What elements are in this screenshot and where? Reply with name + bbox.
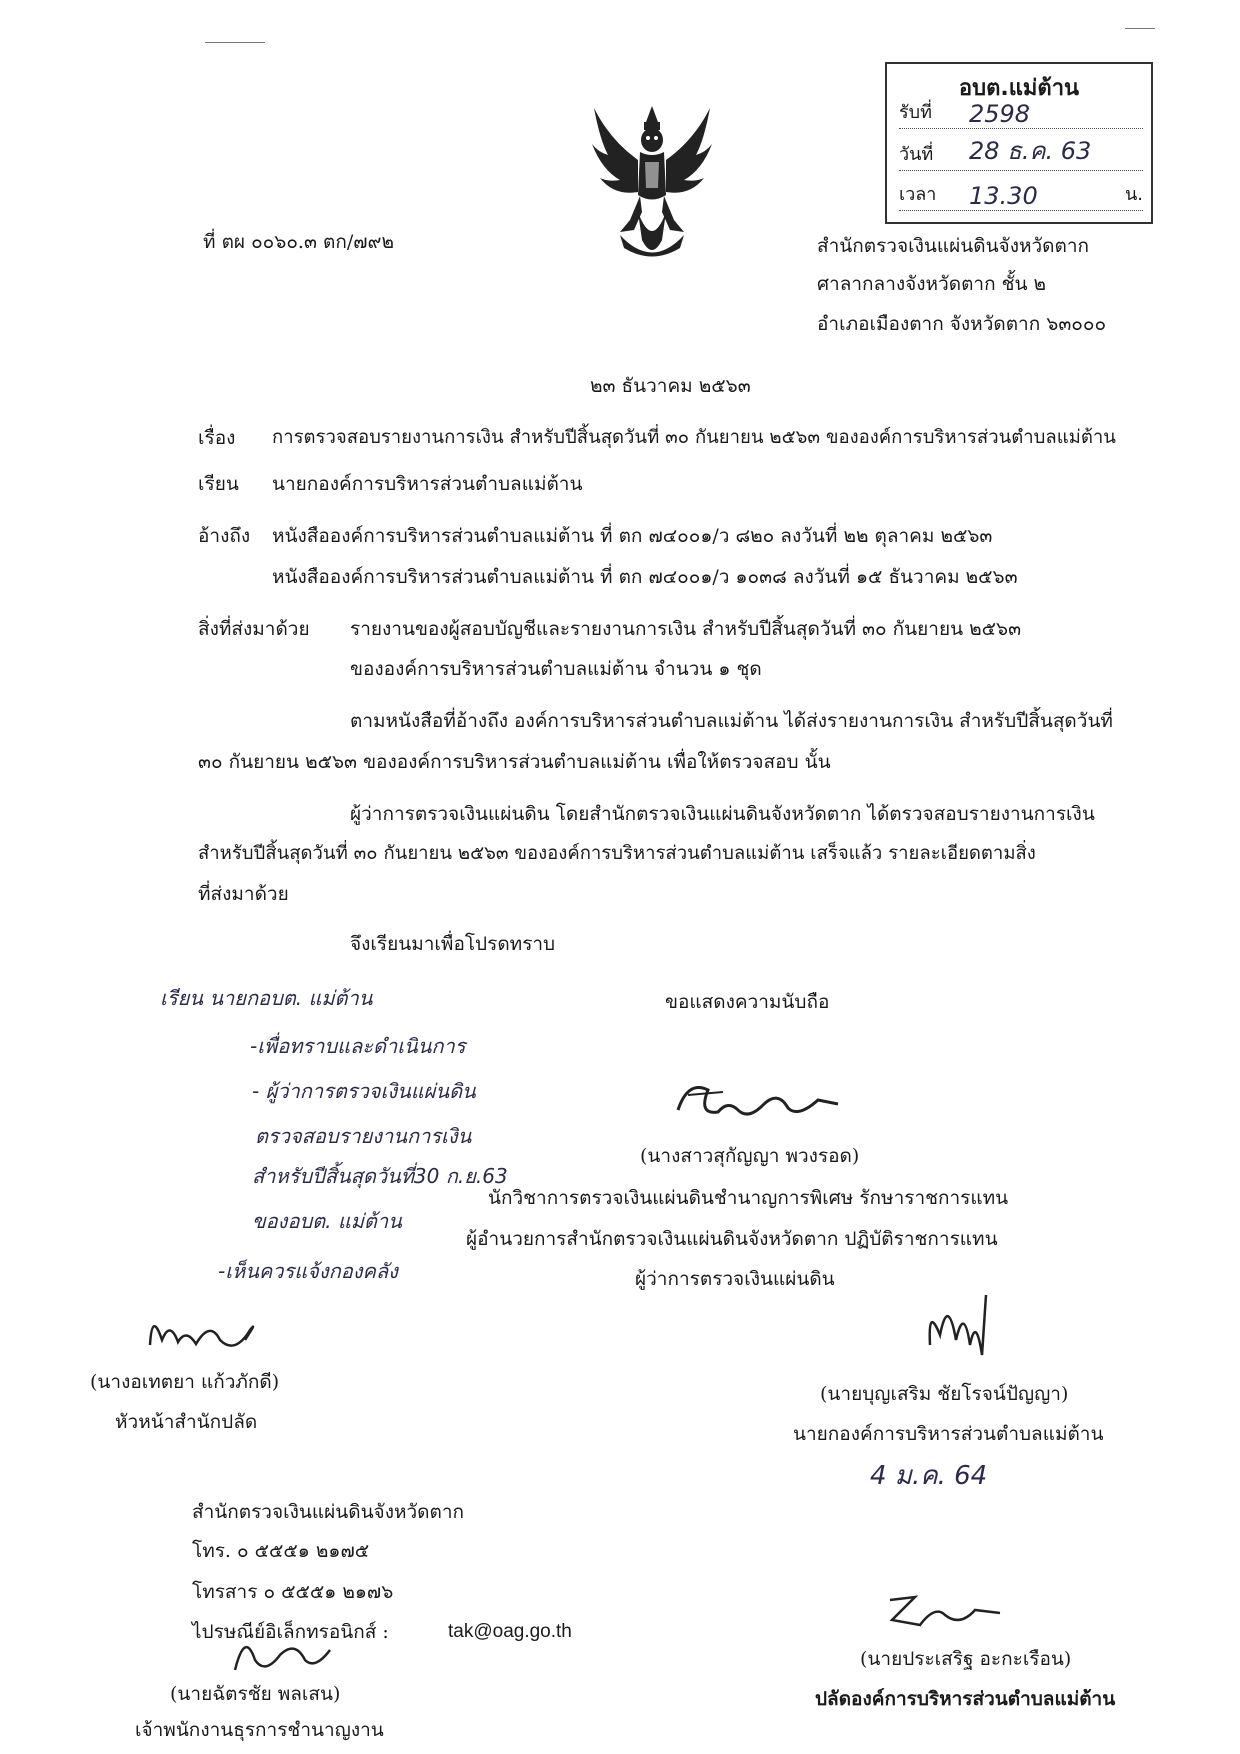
clerk-head-title: หัวหน้าสำนักปลัด: [115, 1411, 258, 1433]
enclosure-line1: รายงานของผู้สอบบัญชีและรายงานการเงิน สำหรับปีสิ้นสุดวันที่ ๓๐ กันยายน ๒๕๖๓: [350, 618, 1022, 640]
handwritten-note-line2: -เพื่อทราบและดำเนินการ: [250, 1034, 466, 1058]
deputy-title: ปลัดองค์การบริหารส่วนตำบลแม่ต้าน: [815, 1688, 1116, 1710]
office-address-line2: ศาลากลางจังหวัดตาก ชั้น ๒: [817, 273, 1047, 295]
body-paragraph2-line1: ผู้ว่าการตรวจเงินแผ่นดิน โดยสำนักตรวจเงินแผ่นดินจังหวัดตาก ได้ตรวจสอบรายงานการเงิน: [350, 803, 1095, 825]
clerk-head-signature-icon: [140, 1300, 270, 1360]
document-date: ๒๓ ธันวาคม ๒๕๖๓: [590, 375, 751, 397]
receipt-stamp: [885, 62, 1153, 224]
document-number: ที่ ตผ ๐๐๖๐.๓ ตก/๗๙๒: [203, 231, 394, 253]
stamp-received-no: 2598: [969, 100, 1031, 128]
stamp-date-row: [899, 136, 1143, 171]
stamp-received-row: [899, 94, 1143, 129]
handwritten-note-line4: ตรวจสอบรายงานการเงิน: [255, 1124, 472, 1148]
signer-name: (นางสาวสุกัญญา พวงรอด): [640, 1145, 860, 1167]
contact-office: สำนักตรวจเงินแผ่นดินจังหวัดตาก: [192, 1501, 465, 1523]
mayor-sign-date: 4 ม.ค. 64: [870, 1461, 988, 1491]
handwritten-note-line1: เรียน นายกอบต. แม่ต้าน: [160, 986, 373, 1010]
subject-text: การตรวจสอบรายงานการเงิน สำหรับปีสิ้นสุดวันที่ ๓๐ กันยายน ๒๕๖๓ ขององค์การบริหารส่วนตำบลแม่ต้าน: [272, 427, 1116, 448]
deputy-name: (นายประเสริฐ อะกะเรือน): [860, 1648, 1072, 1670]
mayor-title: นายกองค์การบริหารส่วนตำบลแม่ต้าน: [793, 1423, 1104, 1445]
signer-title-line1: นักวิชาการตรวจเงินแผ่นดินชำนาญการพิเศษ รักษาราชการแทน: [488, 1187, 1009, 1209]
reference-label: อ้างถึง: [198, 525, 251, 547]
handwritten-note-line5: สำหรับปีสิ้นสุดวันที่30 ก.ย.63: [252, 1164, 508, 1188]
office-address-line3: อำเภอเมืองตาก จังหวัดตาก ๖๓๐๐๐: [817, 313, 1107, 335]
stamp-time-value: 13.30: [969, 182, 1038, 210]
scan-mark: [205, 42, 265, 43]
contact-email: tak@oag.go.th: [448, 1621, 572, 1642]
clerk-head-name: (นางอเทตยา แก้วภักดี): [90, 1371, 280, 1393]
mayor-name: (นายบุญเสริม ชัยโรจน์ปัญญา): [820, 1383, 1069, 1405]
signer-signature-icon: [668, 1070, 848, 1130]
stamp-received-label: รับที่: [899, 102, 932, 123]
officer-name: (นายฉัตรชัย พลเสน): [170, 1683, 341, 1705]
signer-title-line3: ผู้ว่าการตรวจเงินแผ่นดิน: [635, 1268, 835, 1290]
enclosure-label: สิ่งที่ส่งมาด้วย: [198, 618, 310, 640]
body-paragraph2-line2: สำหรับปีสิ้นสุดวันที่ ๓๐ กันยายน ๒๕๖๓ ขององค์การบริหารส่วนตำบลแม่ต้าน เสร็จแล้ว รายละเอียดตามสิ่ง: [198, 843, 1036, 864]
stamp-time-row: [899, 176, 1143, 211]
stamp-time-unit: น.: [1124, 184, 1143, 205]
stamp-org: อบต.แม่ต้าน: [958, 76, 1080, 101]
regards-text: ขอแสดงความนับถือ: [665, 991, 830, 1013]
handwritten-note-line6: ของอบต. แม่ต้าน: [252, 1209, 402, 1233]
handwritten-note-line7: -เห็นควรแจ้งกองคลัง: [218, 1259, 398, 1283]
body-paragraph2-line3: ที่ส่งมาด้วย: [198, 883, 289, 905]
mayor-signature-icon: [920, 1285, 1010, 1365]
stamp-date-value: 28 ธ.ค. 63: [969, 137, 1092, 165]
garuda-emblem-icon: [590, 100, 715, 265]
enclosure-line2: ขององค์การบริหารส่วนตำบลแม่ต้าน จำนวน ๑ ชุด: [350, 658, 762, 680]
deputy-signature-icon: [880, 1585, 1010, 1640]
contact-email-label: ไปรษณีย์อิเล็กทรอนิกส์ :: [192, 1621, 389, 1643]
officer-signature-icon: [225, 1620, 345, 1680]
office-address-line1: สำนักตรวจเงินแผ่นดินจังหวัดตาก: [817, 235, 1090, 257]
stamp-date-label: วันที่: [899, 144, 934, 165]
reference-line2: หนังสือองค์การบริหารส่วนตำบลแม่ต้าน ที่ ตก ๗๔๐๐๑/ว ๑๐๓๘ ลงวันที่ ๑๕ ธันวาคม ๒๕๖๓: [272, 566, 1018, 588]
contact-fax: โทรสาร ๐ ๕๕๕๑ ๒๑๗๖: [192, 1581, 394, 1603]
salutation-label: เรียน: [198, 473, 239, 495]
subject-label: เรื่อง: [198, 427, 236, 449]
stamp-time-label: เวลา: [899, 184, 937, 205]
reference-line1: หนังสือองค์การบริหารส่วนตำบลแม่ต้าน ที่ ตก ๗๔๐๐๑/ว ๘๒๐ ลงวันที่ ๒๒ ตุลาคม ๒๕๖๓: [272, 525, 993, 547]
scan-mark: [1125, 28, 1155, 29]
salutation-text: นายกองค์การบริหารส่วนตำบลแม่ต้าน: [272, 473, 583, 495]
signer-title-line2: ผู้อำนวยการสำนักตรวจเงินแผ่นดินจังหวัดตาก ปฏิบัติราชการแทน: [466, 1228, 998, 1250]
contact-phone: โทร. ๐ ๕๕๕๑ ๒๑๗๕: [192, 1540, 370, 1562]
handwritten-note-line3: - ผู้ว่าการตรวจเงินแผ่นดิน: [252, 1079, 476, 1103]
closing-line: จึงเรียนมาเพื่อโปรดทราบ: [350, 933, 556, 955]
officer-title: เจ้าพนักงานธุรการชำนาญงาน: [135, 1719, 384, 1741]
body-paragraph1-line1: ตามหนังสือที่อ้างถึง องค์การบริหารส่วนตำบลแม่ต้าน ได้ส่งรายงานการเงิน สำหรับปีสิ้นสุดวันที่: [350, 710, 1113, 732]
body-paragraph1-line2: ๓๐ กันยายน ๒๕๖๓ ขององค์การบริหารส่วนตำบลแม่ต้าน เพื่อให้ตรวจสอบ นั้น: [198, 751, 831, 773]
